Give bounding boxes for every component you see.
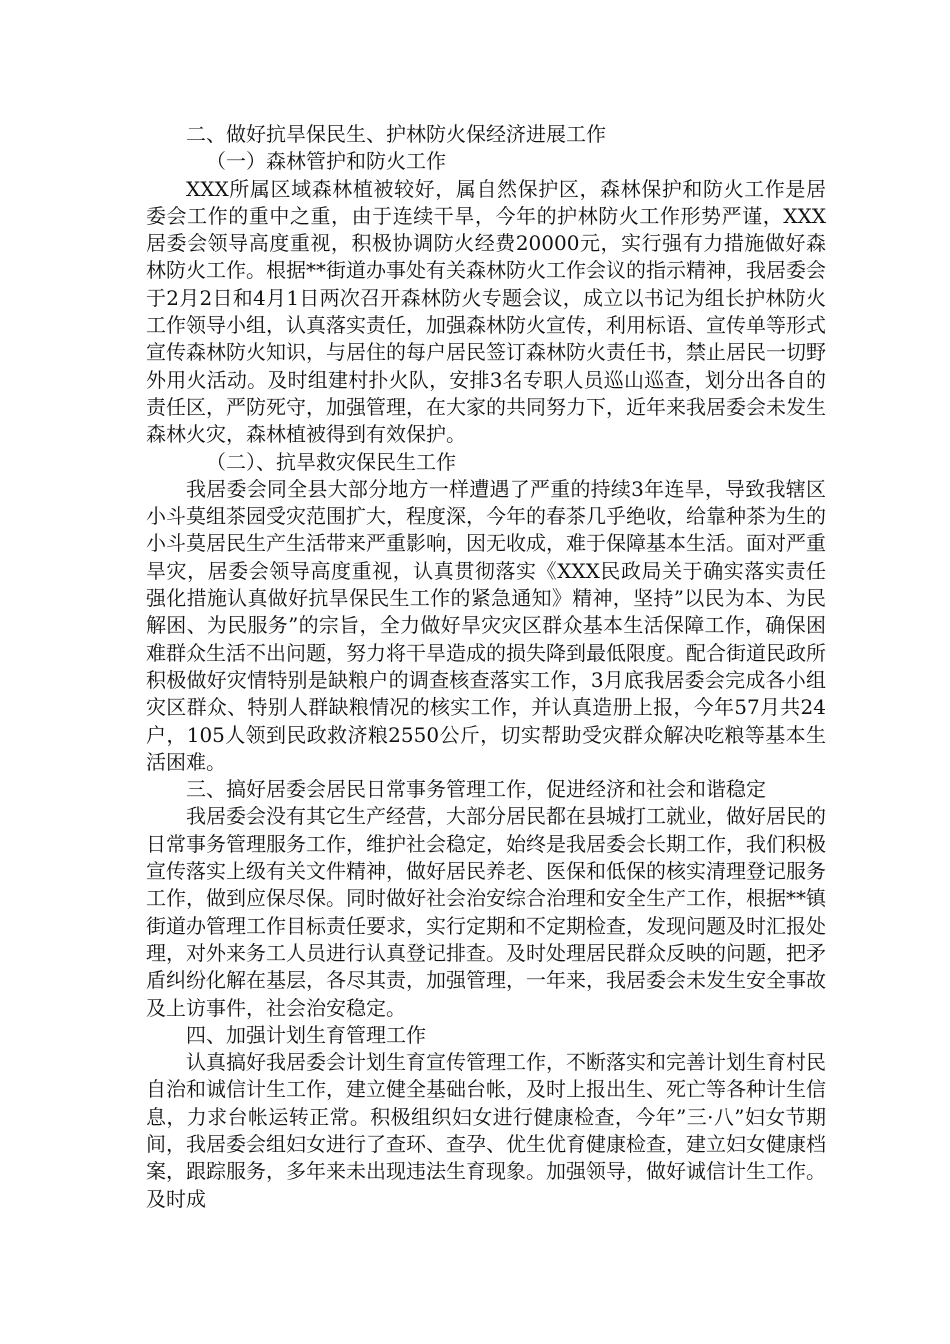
section-2-heading: 二、做好抗旱保民生、护林防火保经济进展工作	[186, 122, 606, 146]
section-4-heading: 四、加强计划生育管理工作	[186, 1022, 426, 1047]
section-4-paragraph: 认真搞好我居委会计划生育宣传管理工作，不断落实和完善计划生育村民自治和诚信计生工作，建立健全基础台帐，及时上报出生、死亡等各种计生信息，力求台帐运转正常。积极组织妇女进行健康检查，今年”三·八”妇女节期间，我居委会组妇女进行了查环、查孕、优生优育健康检查，建立妇女健康档案，跟踪服务，多年来未出现违法生育现象。加强领导，做好诚信计生工作。及时成	[146, 1050, 826, 1211]
section-2-sub2-paragraph: 我居委会同全县大部分地方一样遭遇了严重的持续3年连旱，导致我辖区小斗莫组茶园受灾范围扩大，程度深，今年的春茶几乎绝收，给靠种茶为生的小斗莫居民生产生活带来严重影响，因无收成，难于保障基本生活。面对严重旱灾，居委会领导高度重视，认真贯彻落实《XXX民政局关于确实落实责任强化措施认真做好抗旱保民生工作的紧急通知》精神，坚持”以民为本、为民解困、为民服务”的宗旨，全力做好旱灾灾区群众基本生活保障工作，确保困难群众生活不出问题，努力将干旱造成的损失降到最低限度。配合街道民政所积极做好灾情特别是缺粮户的调查核查落实工作，3月底我居委会完成各小组灾区群众、特别人群缺粮情况的核实工作，并认真造册上报，今年57月共24户，105人领到民政救济粮2550公斤，切实帮助受灾群众解决吃粮等基本生活困难。	[146, 476, 826, 774]
section-3-paragraph: 我居委会没有其它生产经营，大部分居民都在县城打工就业，做好居民的日常事务管理服务工作，维护社会稳定，始终是我居委会长期工作，我们积极宣传落实上级有关文件精神，做好居民养老、医保和低保的核实清理登记服务工作，做到应保尽保。同时做好社会治安综合治理和安全生产工作，根据**镇街道办管理工作目标责任要求，实行定期和不定期检查，发现问题及时汇报处理，对外来务工人员进行认真登记排查。及时处理居民群众反映的问题，把矛盾纠纷化解在基层，各尽其责，加强管理，一年来，我居委会未发生安全事故及上访事件，社会治安稳定。	[146, 804, 826, 1020]
section-3-heading: 三、搞好居委会居民日常事务管理工作，促进经济和社会和谐稳定	[186, 777, 766, 802]
section-2-sub1-heading: （一）森林管护和防火工作	[206, 149, 446, 174]
document-body	[146, 121, 826, 1213]
section-2-sub1-paragraph: XXX所属区域森林植被较好，属自然保护区，森林保护和防火工作是居委会工作的重中之重，由于连续干旱，今年的护林防火工作形势严谨，XXX居委会领导高度重视，积极协调防火经费20000元，实行强有力措施做好森林防火工作。根据**街道办事处有关森林防火工作会议的指示精神，我居委会于2月2日和4月1日两次召开森林防火专题会议，成立以书记为组长护林防火工作领导小组，认真落实责任，加强森林防火宣传，利用标语、宣传单等形式宣传森林防火知识，与居住的每户居民签订森林防火责任书，禁止居民一切野外用火活动。及时组建村扑火队，安排3名专职人员巡山巡查，划分出各自的责任区，严防死守，加强管理，在大家的共同努力下，近年来我居委会未发生森林火灾，森林植被得到有效保护。	[146, 176, 826, 447]
section-2-sub2-heading: （二）、抗旱救灾保民生工作	[206, 449, 456, 474]
